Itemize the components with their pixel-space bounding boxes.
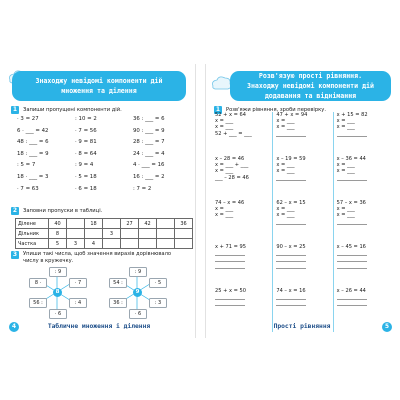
table-cell[interactable]: 27: [121, 219, 139, 229]
solution-line[interactable]: x = ___: [215, 168, 234, 175]
answer-blank[interactable]: [337, 175, 393, 181]
wheel-box[interactable]: · 5: [149, 278, 167, 288]
wheel-box[interactable]: 56 :: [29, 298, 47, 308]
table-cell[interactable]: [157, 229, 175, 239]
row-label: Ділене: [16, 219, 49, 229]
table-cell[interactable]: 18: [85, 219, 103, 229]
equation: 25 + x = 50: [215, 288, 246, 294]
exercise-item[interactable]: · 7 = 56: [75, 127, 97, 134]
exercise-item[interactable]: 48 : ___ = 6: [17, 139, 49, 146]
topic-banner: [230, 71, 391, 101]
check-line[interactable]: ___ – 28 = 46: [215, 174, 249, 181]
answer-blank[interactable]: [215, 300, 272, 306]
section-footer: Табличне множення і ділення: [47, 323, 151, 330]
row-label: Дільник: [16, 229, 49, 239]
solution-line[interactable]: x = ___: [215, 124, 234, 131]
wheel-box[interactable]: · 7: [69, 278, 87, 288]
equation-block: [215, 244, 272, 288]
exercise-item[interactable]: · 3 = 27: [17, 116, 39, 122]
exercise-item[interactable]: : 10 = 2: [75, 116, 97, 122]
equation-block: [215, 156, 272, 200]
equation: x – 26 = 44: [336, 288, 366, 294]
wheel-box[interactable]: · 6: [49, 309, 67, 319]
solution-line[interactable]: x = ___: [276, 206, 295, 213]
solution-line[interactable]: x = ___: [336, 206, 355, 213]
equation: 57 – x = 36: [336, 200, 366, 206]
exercise-item[interactable]: · 5 = 18: [75, 173, 97, 180]
equation-column: [212, 112, 272, 332]
table-cell[interactable]: 4: [85, 239, 103, 249]
table-cell[interactable]: 42: [139, 219, 157, 229]
exercise-item[interactable]: 36 : ___ = 6: [133, 116, 165, 122]
exercise-item[interactable]: 24 : ___ = 4: [133, 150, 165, 157]
equation-block: [337, 156, 393, 200]
table-cell[interactable]: [175, 229, 193, 239]
page-number: 5: [382, 322, 392, 332]
answer-blank[interactable]: [337, 131, 393, 137]
row-label: Частка: [16, 239, 49, 249]
table-cell[interactable]: [103, 219, 121, 229]
equation-block: [276, 200, 332, 244]
equation-block: [276, 244, 332, 288]
task-number: 2: [12, 207, 18, 214]
table-cell[interactable]: [67, 229, 85, 239]
task-number: 1: [215, 106, 221, 113]
exercise-item[interactable]: 18 : ___ = 9: [17, 150, 49, 157]
exercise-item[interactable]: : 9 = 4: [75, 162, 94, 169]
task-number: 1: [12, 106, 18, 113]
solution-line[interactable]: x = ___: [215, 206, 234, 213]
exercise-item[interactable]: 6 · ___ = 42: [17, 127, 49, 134]
task-instruction: Запиши пропущені компоненти дій.: [23, 107, 122, 113]
page-number: 4: [9, 322, 19, 332]
wheel-box[interactable]: : 4: [69, 298, 87, 308]
equation: 74 – x = 16: [276, 288, 306, 294]
equation: 74 – x = 46: [215, 200, 245, 206]
equation-block: [215, 112, 272, 156]
equation-block: [337, 200, 393, 244]
task-header: [11, 106, 122, 114]
table-cell[interactable]: 36: [175, 219, 193, 229]
wheel-box[interactable]: 54 :: [109, 278, 127, 288]
equation: 47 + x = 94: [276, 112, 308, 118]
answer-blank[interactable]: [337, 263, 393, 269]
answer-blank[interactable]: [337, 300, 393, 306]
answer-blank[interactable]: [276, 300, 332, 306]
exercise-item[interactable]: 28 : ___ = 7: [133, 139, 165, 146]
answer-blank[interactable]: [337, 219, 393, 225]
wheel-box[interactable]: 36 :: [109, 298, 127, 308]
exercise-item[interactable]: · 8 = 64: [75, 150, 97, 157]
table-cell[interactable]: 8: [49, 229, 67, 239]
answer-blank[interactable]: [276, 263, 332, 269]
solution-line[interactable]: x = ___: [276, 212, 295, 219]
solution-line[interactable]: x = ___ + ___: [215, 162, 249, 169]
wheel-box[interactable]: : 3: [149, 298, 167, 308]
equation: x – 28 = 46: [215, 156, 245, 162]
solution-line[interactable]: x = ___: [215, 212, 234, 219]
table-cell[interactable]: 3: [67, 239, 85, 249]
table-cell[interactable]: [67, 219, 85, 229]
solution-line[interactable]: x = ___: [276, 124, 295, 131]
equation: x – 36 = 44: [336, 156, 366, 162]
table-cell[interactable]: [175, 239, 193, 249]
solution-line[interactable]: x = ___: [336, 168, 355, 175]
answer-blank[interactable]: [215, 263, 272, 269]
table-cell[interactable]: 40: [49, 219, 67, 229]
equation-columns: [212, 112, 393, 320]
solution-line[interactable]: x = ___: [336, 118, 355, 125]
number-wheel: [33, 267, 81, 317]
exercise-item[interactable]: · 6 = 18: [75, 185, 97, 192]
table-cell[interactable]: 5: [49, 239, 67, 249]
page-title: Знаходжу невідомі компоненти дій множення та ділення: [35, 77, 163, 95]
wheel-box[interactable]: 8 ·: [29, 278, 47, 288]
exercise-item[interactable]: 4 · ___ = 16: [133, 162, 165, 169]
exercise-item[interactable]: : 7 = 2: [133, 185, 152, 192]
equation: 62 – x = 15: [276, 200, 306, 206]
number-wheel: [113, 267, 161, 317]
equation-column: [333, 112, 393, 332]
wheel-box[interactable]: : 9: [49, 267, 67, 277]
wheel-center: 9: [133, 288, 142, 297]
table-cell[interactable]: [139, 229, 157, 239]
task-number: 3: [12, 251, 18, 258]
equation: x + 71 = 95: [215, 244, 246, 250]
task-instruction: Заповни пропуски в таблиці.: [23, 208, 103, 214]
task-instruction: Упиши такі числа, щоб значення виразів дорівнювало числу в кружечку.: [23, 251, 172, 264]
wheel-box[interactable]: : 9: [129, 267, 147, 277]
task-header: [11, 207, 102, 215]
table-row: [16, 219, 193, 229]
table-cell[interactable]: [121, 229, 139, 239]
solution-line[interactable]: x = ___: [336, 212, 355, 219]
section-footer: Прості рівняння: [273, 323, 331, 330]
fill-table: [15, 218, 193, 249]
equation: 52 + x = 64: [215, 112, 246, 118]
table-row: [16, 229, 193, 239]
table-cell[interactable]: [103, 239, 121, 249]
task-instruction: Розв'яжи рівняння, зроби перевірку.: [226, 107, 327, 113]
equation-block: [276, 156, 332, 200]
table-cell[interactable]: [139, 239, 157, 249]
page-title: Розв'язую прості рівняння. Знаходжу невідомі компоненти дій додавання та віднімання: [246, 72, 375, 100]
left-page: [3, 64, 196, 338]
table-cell[interactable]: [157, 219, 175, 229]
equation-block: [337, 112, 393, 156]
table-cell[interactable]: [121, 239, 139, 249]
solution-line[interactable]: x = ___: [276, 162, 295, 169]
equation: x – 19 = 59: [276, 156, 306, 162]
solution-line[interactable]: x = ___: [336, 162, 355, 169]
equation-column: [272, 112, 332, 332]
wheel-box[interactable]: · 6: [129, 309, 147, 319]
table-cell[interactable]: 3: [103, 229, 121, 239]
equation-block: [276, 112, 332, 156]
table-cell[interactable]: [157, 239, 175, 249]
equation: x – 45 = 16: [336, 244, 366, 250]
check-line[interactable]: 52 + ___ = ___: [215, 130, 252, 137]
answer-blank[interactable]: [276, 219, 332, 225]
exercise-item[interactable]: : 5 = 7: [17, 162, 36, 169]
answer-blank[interactable]: [276, 175, 332, 181]
exercise-grid: [17, 116, 185, 192]
equation-block: [215, 200, 272, 244]
right-page: [205, 64, 398, 338]
equation-block: [337, 244, 393, 288]
topic-banner: [12, 71, 186, 101]
solution-line[interactable]: x = ___: [276, 168, 295, 175]
equation: 90 – x = 25: [276, 244, 306, 250]
task-header: [11, 251, 171, 265]
solution-line[interactable]: x = ___: [336, 124, 355, 131]
exercise-item[interactable]: · 9 = 81: [75, 139, 97, 146]
solution-line[interactable]: x = ___: [276, 118, 295, 125]
exercise-item[interactable]: · 7 = 63: [17, 185, 39, 192]
exercise-item[interactable]: 90 : ___ = 9: [133, 127, 165, 134]
answer-blank[interactable]: [276, 131, 332, 137]
table-row: [16, 239, 193, 249]
solution-line[interactable]: x = ___: [215, 118, 234, 125]
exercise-item[interactable]: 16 : ___ = 2: [133, 173, 165, 180]
table-cell[interactable]: [85, 229, 103, 239]
exercise-item[interactable]: 18 · ___ = 3: [17, 173, 49, 180]
equation: x + 15 = 82: [336, 112, 368, 118]
wheel-center: 8: [53, 288, 62, 297]
